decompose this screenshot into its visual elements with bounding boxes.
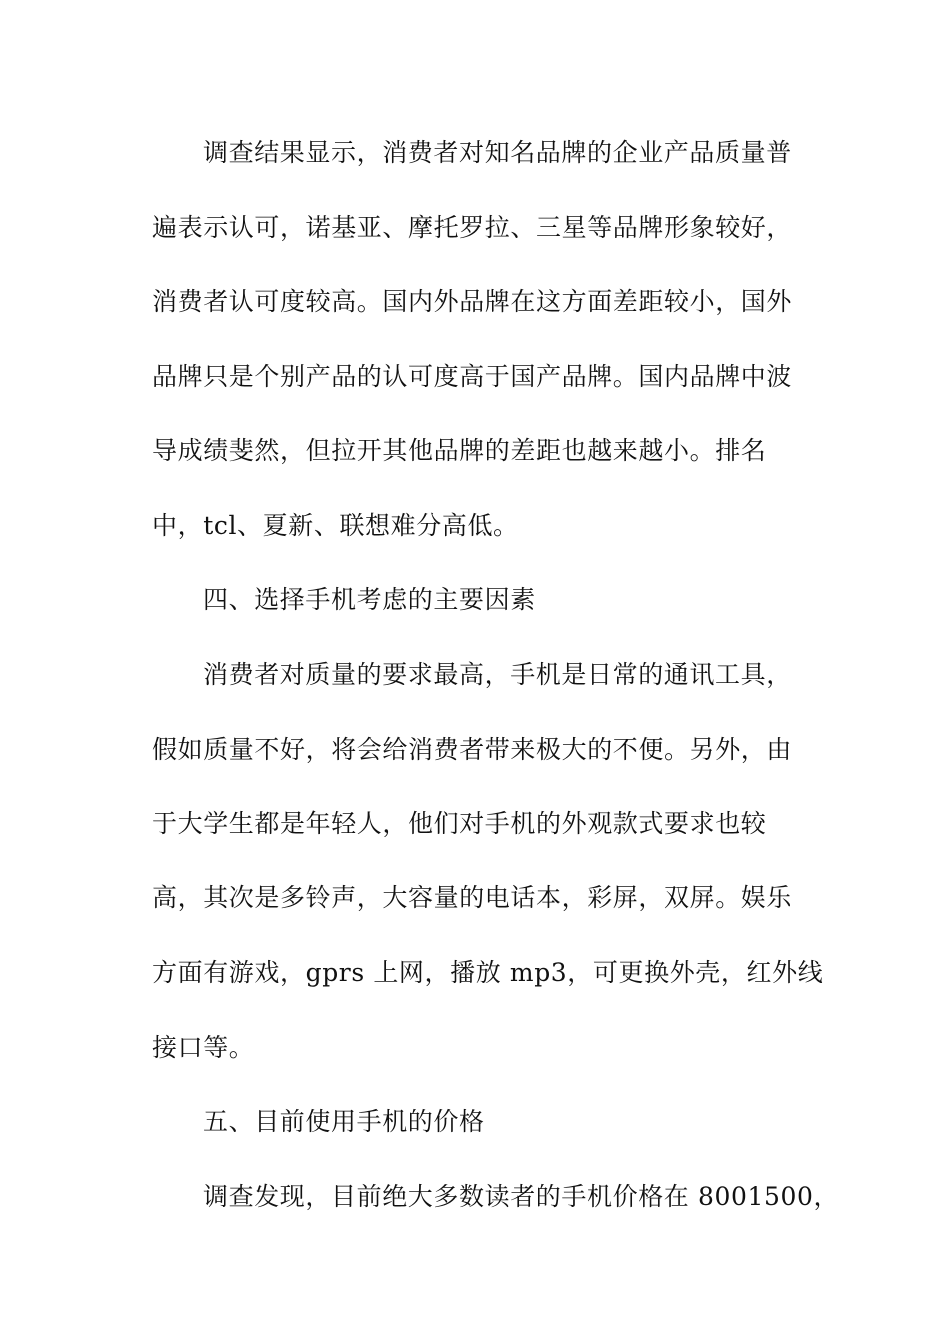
section-heading-4: 四、选择手机考虑的主要因素 [203, 585, 536, 614]
section-heading-5: 五、目前使用手机的价格 [203, 1107, 485, 1136]
text-line-3: 消费者认可度较高。国内外品牌在这方面差距较小，国外 [152, 287, 793, 316]
text-line-9: 假如质量不好，将会给消费者带来极大的不便。另外，由 [152, 735, 793, 764]
text-line-12: 方面有游戏，gprs 上网，播放 mp3，可更换外壳，红外线 [152, 958, 824, 987]
text-line-8: 消费者对质量的要求最高，手机是日常的通讯工具， [203, 660, 792, 689]
text-line-4: 品牌只是个别产品的认可度高于国产品牌。国内品牌中波 [152, 362, 793, 391]
text-line-10: 于大学生都是年轻人，他们对手机的外观款式要求也较 [152, 809, 767, 838]
text-line-5: 导成绩斐然，但拉开其他品牌的差距也越来越小。排名 [152, 436, 767, 465]
text-line-2: 遍表示认可，诺基亚、摩托罗拉、三星等品牌形象较好， [152, 213, 793, 242]
text-line-6: 中，tcl、夏新、联想难分高低。 [152, 511, 519, 540]
text-line-13: 接口等。 [152, 1033, 255, 1062]
text-line-1: 调查结果显示，消费者对知名品牌的企业产品质量普 [203, 138, 792, 167]
text-line-11: 高，其次是多铃声，大容量的电话本，彩屏，双屏。娱乐 [152, 883, 793, 912]
text-line-15: 调查发现，目前绝大多数读者的手机价格在 8001500， [203, 1182, 840, 1211]
